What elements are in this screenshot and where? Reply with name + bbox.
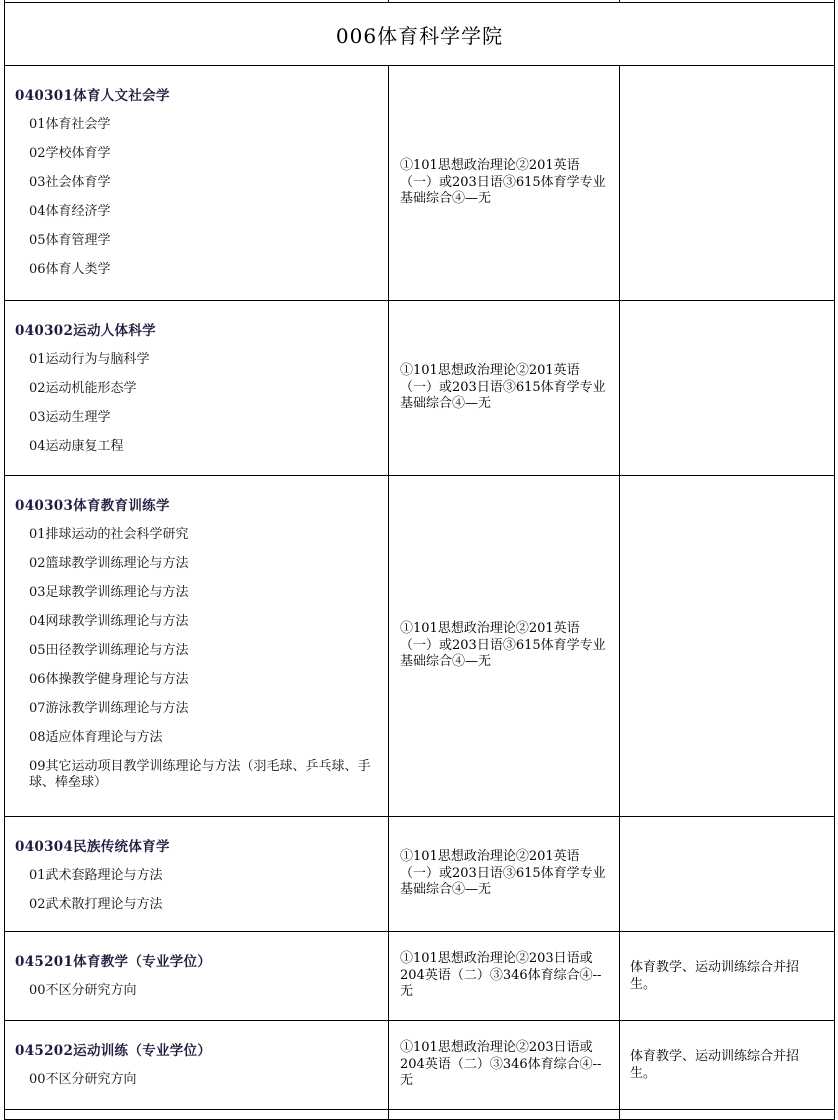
direction-item: 03运动生理学: [29, 410, 111, 425]
direction-item: 09其它运动项目教学训练理论与方法（羽毛球、乒乓球、手球、棒垒球）: [29, 759, 371, 790]
remarks: [620, 66, 835, 301]
major-title: 040301体育人文社会学: [15, 88, 170, 104]
direction-item: 06体育人类学: [29, 262, 111, 277]
direction-item: 02运动机能形态学: [29, 381, 137, 396]
enrollment-table: [4, 0, 835, 1120]
table-row: [5, 66, 835, 301]
major-title: 040302运动人体科学: [15, 323, 156, 339]
table-bottom-stub: [5, 1110, 835, 1120]
direction-item: 01排球运动的社会科学研究: [29, 527, 189, 542]
table-row: [5, 932, 835, 1021]
exam-subjects: ①101思想政治理论②201英语（一）或203日语③615体育学专业基础综合④—无: [389, 476, 620, 817]
direction-item: 02篮球教学训练理论与方法: [29, 556, 189, 571]
remarks: [620, 817, 835, 932]
major-cell: [5, 476, 389, 817]
remarks: [620, 476, 835, 817]
exam-subjects: ①101思想政治理论②203日语或204英语（二）③346体育综合④--无: [389, 932, 620, 1021]
major-cell: [5, 1021, 389, 1110]
college-title: 006体育科学学院: [5, 3, 835, 66]
direction-item: 03社会体育学: [29, 175, 111, 190]
major-cell: [5, 66, 389, 301]
direction-item: 06体操教学健身理论与方法: [29, 672, 189, 687]
direction-item: 04体育经济学: [29, 204, 111, 219]
remarks: 体育教学、运动训练综合并招生。: [620, 932, 835, 1021]
direction-item: 00不区分研究方向: [29, 1072, 137, 1087]
table-row: [5, 817, 835, 932]
direction-item: 08适应体育理论与方法: [29, 730, 163, 745]
direction-item: 05田径教学训练理论与方法: [29, 643, 189, 658]
direction-item: 01武术套路理论与方法: [29, 868, 163, 883]
table-row: [5, 476, 835, 817]
direction-item: 03足球教学训练理论与方法: [29, 585, 189, 600]
remarks: [620, 301, 835, 476]
major-cell: [5, 932, 389, 1021]
direction-item: 02学校体育学: [29, 146, 111, 161]
major-title: 045201体育教学（专业学位）: [15, 954, 212, 970]
direction-item: 00不区分研究方向: [29, 983, 137, 998]
remarks: 体育教学、运动训练综合并招生。: [620, 1021, 835, 1110]
exam-subjects: ①101思想政治理论②201英语（一）或203日语③615体育学专业基础综合④—无: [389, 301, 620, 476]
major-cell: [5, 817, 389, 932]
college-header-row: [5, 3, 835, 66]
exam-subjects: ①101思想政治理论②201英语（一）或203日语③615体育学专业基础综合④—无: [389, 66, 620, 301]
direction-item: 01运动行为与脑科学: [29, 352, 150, 367]
major-title: 040303体育教育训练学: [15, 498, 170, 514]
direction-item: 07游泳教学训练理论与方法: [29, 701, 189, 716]
direction-item: 05体育管理学: [29, 233, 111, 248]
exam-subjects: ①101思想政治理论②203日语或204英语（二）③346体育综合④--无: [389, 1021, 620, 1110]
major-title: 040304民族传统体育学: [15, 839, 170, 855]
exam-subjects: ①101思想政治理论②201英语（一）或203日语③615体育学专业基础综合④—无: [389, 817, 620, 932]
direction-item: 04网球教学训练理论与方法: [29, 614, 189, 629]
direction-item: 01体育社会学: [29, 117, 111, 132]
direction-item: 04运动康复工程: [29, 439, 124, 454]
major-title: 045202运动训练（专业学位）: [15, 1043, 212, 1059]
table-row: [5, 301, 835, 476]
direction-item: 02武术散打理论与方法: [29, 897, 163, 912]
major-cell: [5, 301, 389, 476]
table-row: [5, 1021, 835, 1110]
